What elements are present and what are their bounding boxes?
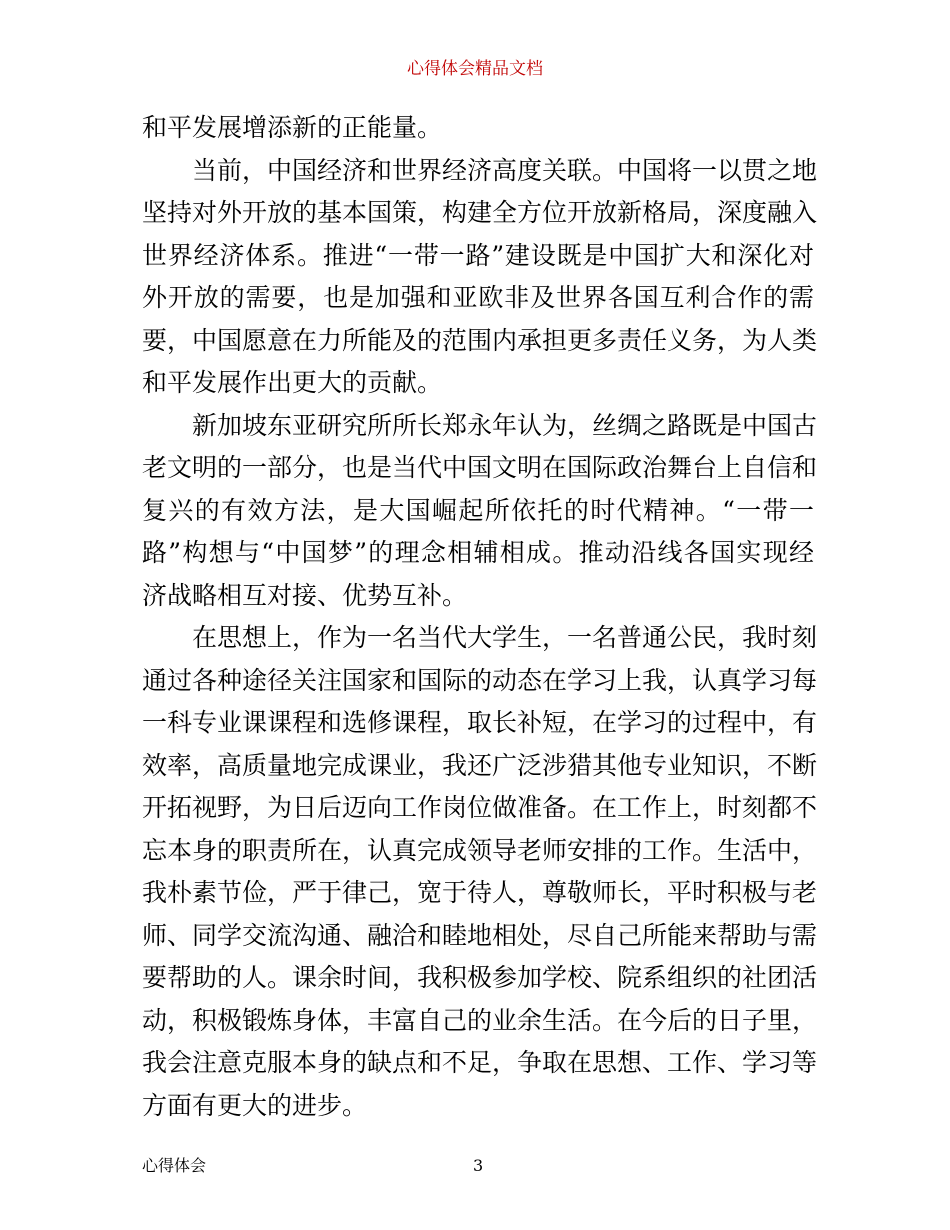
footer-label: 心得体会 <box>142 1156 207 1175</box>
text-line: 忘本身的职责所在，认真完成领导老师安排的工作。生活中， <box>142 835 818 865</box>
text-line: 世界经济体系。推进“一带一路”建设既是中国扩大和深化对 <box>142 240 814 270</box>
text-line: 在思想上，作为一名当代大学生，一名普通公民，我时刻 <box>192 623 818 652</box>
text-line: 和平发展作出更大的贡献。 <box>142 368 443 397</box>
text-line: 开拓视野，为日后迈向工作岗位做准备。在工作上，时刻都不 <box>142 793 818 822</box>
page-footer <box>142 1155 814 1177</box>
document-body <box>142 107 818 1127</box>
text-line: 通过各种途径关注国家和国际的动态在学习上我，认真学习每 <box>142 665 818 695</box>
page-number: 3 <box>473 1156 484 1175</box>
text-line: 方面有更大的进步。 <box>142 1090 368 1120</box>
text-line: 我朴素节俭，严于律己，宽于待人，尊敬师长，平时积极与老 <box>142 878 818 907</box>
text-line: 当前，中国经济和世界经济高度关联。中国将一以贯之地 <box>192 155 818 185</box>
text-line: 和平发展增添新的正能量。 <box>142 113 443 142</box>
text-line: 我会注意克服本身的缺点和不足，争取在思想、工作、学习等 <box>142 1048 818 1077</box>
text-line: 济战略相互对接、优势互补。 <box>142 580 468 610</box>
page-header-title: 心得体会精品文档 <box>407 59 543 79</box>
text-line: 新加坡东亚研究所所长郑永年认为，丝绸之路既是中国古 <box>192 410 818 440</box>
text-line: 老文明的一部分，也是当代中国文明在国际政治舞台上自信和 <box>142 453 818 482</box>
text-line: 师、同学交流沟通、融洽和睦地相处，尽自己所能来帮助与需 <box>142 920 818 950</box>
text-line: 路”构想与“中国梦”的理念相辅相成。推动沿线各国实现经 <box>142 538 814 567</box>
text-line: 动，积极锻炼身体，丰富自己的业余生活。在今后的日子里， <box>142 1005 818 1035</box>
text-line: 一科专业课课程和选修课程，取长补短，在学习的过程中，有 <box>142 708 818 737</box>
text-line: 要，中国愿意在力所能及的范围内承担更多责任义务，为人类 <box>142 325 818 355</box>
text-line: 要帮助的人。课余时间，我积极参加学校、院系组织的社团活 <box>142 963 818 992</box>
text-line: 效率，高质量地完成课业，我还广泛涉猎其他专业知识，不断 <box>142 750 818 780</box>
text-line: 外开放的需要，也是加强和亚欧非及世界各国互利合作的需 <box>142 283 814 312</box>
text-line: 坚持对外开放的基本国策，构建全方位开放新格局，深度融入 <box>142 198 818 227</box>
text-line: 复兴的有效方法，是大国崛起所依托的时代精神。“一带一 <box>142 495 814 525</box>
